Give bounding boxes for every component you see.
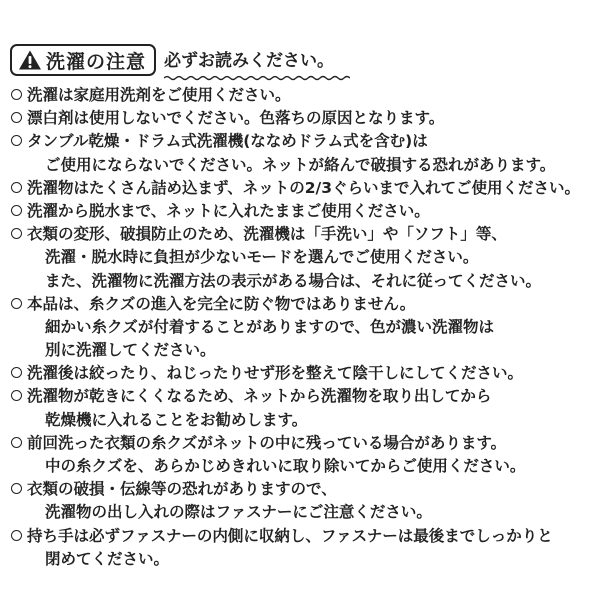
note-line: 閉めてください。 <box>45 549 170 568</box>
circle-bullet-icon <box>10 478 27 501</box>
note-line: 別に洗濯してください。 <box>45 341 216 360</box>
notes-list <box>10 84 590 571</box>
note-line: 衣類の破損・伝線等の恐れがありますので、 <box>27 480 337 499</box>
note-item <box>10 362 590 385</box>
note-item <box>10 107 590 130</box>
note-item <box>10 385 590 431</box>
note-line: 洗濯物が乾きにくくなるため、ネットから洗濯物を取り出してから <box>27 387 492 406</box>
note-text <box>27 362 590 385</box>
note-line: 本品は、糸クズの進入を完全に防ぐ物ではありません。 <box>27 294 416 313</box>
circle-bullet-icon <box>10 525 27 548</box>
note-item <box>10 200 590 223</box>
note-item <box>10 84 590 107</box>
note-text <box>27 478 590 524</box>
note-line: 衣類の変形、破損防止のため、洗濯機は「手洗い」や「ソフト」等、 <box>27 225 507 244</box>
note-line: 洗濯から脱水まで、ネットに入れたままご使用ください。 <box>27 201 430 220</box>
warning-triangle-icon <box>18 49 42 71</box>
note-line: 洗濯物の出し入れの際はファスナーにご注意ください。 <box>45 503 432 522</box>
circle-bullet-icon <box>10 362 27 385</box>
note-item <box>10 223 590 293</box>
note-text <box>27 432 590 478</box>
subtitle-text: 必ずお読みください。 <box>164 50 335 71</box>
wavy-underline <box>164 75 350 81</box>
note-line: 中の糸クズを、あらかじめきれいに取り除いてからご使用ください。 <box>45 457 526 475</box>
note-text <box>27 293 590 363</box>
note-item <box>10 478 590 524</box>
circle-bullet-icon <box>10 84 27 107</box>
circle-bullet-icon <box>10 130 27 153</box>
note-item <box>10 177 590 200</box>
note-line: 洗濯物はたくさん詰め込まず、ネットの2/3ぐらいまで入れてご使用ください。 <box>27 178 580 197</box>
note-item <box>10 293 590 363</box>
note-line: また、洗濯物に洗濯方法の表示がある場合は、それに従ってください。 <box>45 271 542 290</box>
note-item <box>10 130 590 176</box>
title-box <box>10 44 156 76</box>
note-text <box>27 200 590 223</box>
header <box>10 44 590 76</box>
note-text <box>27 177 590 200</box>
note-text <box>27 107 590 130</box>
circle-bullet-icon <box>10 385 27 408</box>
circle-bullet-icon <box>10 107 27 130</box>
circle-bullet-icon <box>10 432 27 455</box>
circle-bullet-icon <box>10 177 27 200</box>
note-line: ご使用にならないでください。ネットが絡んで破損する恐れがあります。 <box>45 155 556 174</box>
note-line: 洗濯・脱水時に負担が少ないモードを選んでご使用ください。 <box>45 248 479 267</box>
note-line: 前回洗った衣類の糸クズがネットの中に残っている場合があります。 <box>27 433 507 452</box>
note-line: 乾燥機に入れることをお勧めします。 <box>45 410 308 429</box>
note-line: 細かい糸クズが付着することがありますので、色が濃い洗濯物は <box>45 317 495 336</box>
note-line: 洗濯は家庭用洗剤をご使用ください。 <box>27 86 291 104</box>
note-item <box>10 525 590 571</box>
note-line: 漂白剤は使用しないでください。色落ちの原因となります。 <box>27 109 445 128</box>
note-text <box>27 223 590 293</box>
note-line: タンブル乾燥・ドラム式洗濯機(ななめドラム式を含む)は <box>27 132 428 151</box>
note-line: 持ち手は必ずファスナーの内側に収納し、ファスナーは最後までしっかりと <box>27 526 553 545</box>
subtitle <box>164 46 334 75</box>
note-line: 洗濯後は絞ったり、ねじったりせず形を整えて陰干しにしてください。 <box>27 364 524 383</box>
note-item <box>10 432 590 478</box>
note-text <box>27 525 590 571</box>
circle-bullet-icon <box>10 293 27 316</box>
note-text <box>27 84 590 107</box>
note-text <box>27 130 590 176</box>
note-text <box>27 385 590 431</box>
circle-bullet-icon <box>10 200 27 223</box>
title: 洗濯の注意 <box>46 50 147 73</box>
circle-bullet-icon <box>10 223 27 246</box>
